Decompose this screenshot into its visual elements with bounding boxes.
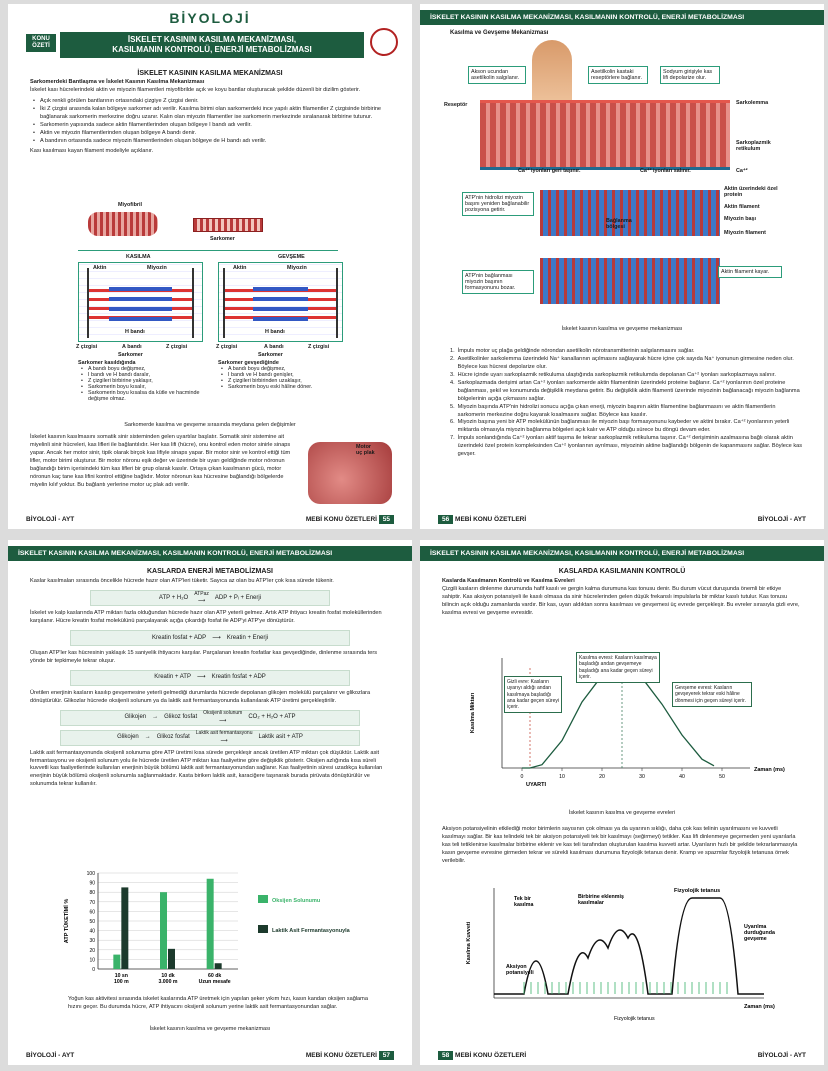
y-tick-label: 0	[92, 967, 95, 973]
bar	[215, 963, 222, 969]
legend-swatch	[258, 925, 268, 933]
callout-2: Asetilkolin kastaki reseptörlere bağlanır.	[588, 66, 648, 84]
relaxation-phase-box: Gevşeme evresi: Kasların gevşeyerek tekrar eski hâline dönmesi için geçen süreyi içerir.	[672, 682, 752, 722]
sub-title: Sarkomerdeki Bantlaşma ve İskelet Kasının Kasılma Mekanizması	[30, 79, 205, 85]
myofibril-image	[88, 212, 158, 236]
single-twitch-label: kasılma	[514, 902, 534, 908]
subject-title: BİYOLOJİ	[169, 10, 251, 26]
y-tick-label: 60	[89, 909, 95, 916]
y-tick-label: 90	[89, 880, 95, 887]
y-tick-label: 100	[86, 871, 95, 877]
x-tick-label: Uzun mesafe	[198, 979, 231, 985]
y-tick-label: 30	[89, 938, 95, 945]
y-axis-label: Kasılma Miktarı	[470, 692, 476, 734]
sarcomere-image	[193, 218, 263, 232]
footer: BİYOLOJİ - AYT MEBİ KONU ÖZETLERİ 55	[26, 516, 394, 523]
page-number: 58	[438, 1051, 453, 1060]
y-tick-label: 40	[89, 928, 95, 935]
twitch-line-chart	[462, 638, 792, 808]
legend-label: Oksijen Solunumu	[272, 898, 321, 904]
banner: İSKELET KASININ KASILMA MEKANİZMASI, KASILMANIN KONTROLÜ, ENERJİ METABOLİZMASI	[60, 32, 364, 58]
legend-swatch	[258, 895, 268, 903]
page-57: İSKELET KASININ KASILMA MEKANİZMASI, KASILMANIN KONTROLÜ, ENERJİ METABOLİZMASI KASLARDA ENERJİ METABOLİZMASI Kaslar kasılmaları sırasında öncelikle hücrede hazır olan ATP'leri tüketir. Sayıca az olan bu ATP'ler çok kısa sürede tükenir. ATP + H₂O ATPaz ⟶ ADP + Pᵢ + Enerji İskelet ve kalp kaslarında ATP miktarı fazla olduğundan hücrede hazır olan ATP yeterli gelmez. Artık ATP ihtiyacı kreatin fosfat moleküllerinden karşılanır. Hücre kreatin fosfat molekülünü parçalayarak açığa çıkardığı fosfat ile ADP'yi ATP'ye dönüştürür. Kreatin fosfat + ADP ⟶ Kreatin + Enerji Oluşan ATP'ler kas hücresinin yaklaşık 15 saniyelik ihtiyacını karşılar. Parçalanan kreatin fosfatlar kas gevşediğinde, dinlenme sırasında ters yönde bir tepkimeyle tekrar oluşur. Kreatin + ATP ⟶ Kreatin fosfat + ADP Üretilen enerjinin kasların kasılıp gevşemesine yeterli gelmediği durumlarda hücrede depolanan glikojen molekülü parçalanır ve glikozlara dönüştürülür. Glikozlar hücrede oksijenli solunum ya da laktik asit fermantasyonunda kullanılarak ATP üretimi gerçekleştirilir. Glikojen → Glikoz fosfat Oksijenli solunum ⟶ CO₂ + H₂O + ATP Glikojen → Glikoz fosfat Laktik asit fermantasyonu ⟶ Laktik asit + ATP Laktik asit fermantasyonunda oksijenli solunuma göre ATP üretimi kısa sürede gerçekleşir ancak üretilen ATP miktarı çok düşüktür. Laktik asit fermantasyonu ve oksijenli solunum yolu ile hücrede üretilen ATP miktarı kas faaliyetine göre değişiklik gösterir. Oksijen azlığında kısa süreli kuvvetli kas faaliyetlerinde kullanılan enerjinin büyük bölümü laktik asit fermantasyonundan sağlanır. Kas faaliyetinin süresi uzadıkça kullanılan enerjinin büyük bölümü oksijenli solunumla sağlanmaktadır. Kasta biriken laktik asit, karaciğere taşınarak burada pirüvata dönüştürülür ve solunumda tekrar kullanılır. ATP TÜKETİMİ % 0 10 20 30 40 50 60 70 80 90 100 10 sn 100 m 10 dk 3.000 m 60 dk Uzun mesafe Oksijen Solunumu Laktik Asit Fermantasyonuyla Yoğun kas aktivitesi sırasında iskelet kaslarında ATP üretmek için yapılan şeker yıkım hızı, kasın kandan oksijen sağlama hızını geçer. Bu durumda hücre, ATP ihtiyacını oksijenli solunum yerine laktik asit fermantasyonundan sağlar. İskelet kasının kasılma ve gevşeme mekanizması BİYOLOJİ - AYT MEBİ KONU ÖZETLERİ 57	[8, 540, 412, 1065]
y-tick-label: 10	[89, 957, 95, 964]
page-number: 57	[379, 1051, 394, 1060]
equation-kreatin-reverse: Kreatin + ATP ⟶ Kreatin fosfat + ADP	[70, 670, 350, 686]
bar	[168, 949, 175, 969]
relaxation-label: gevşeme	[744, 936, 767, 942]
x-tick-label: 0	[520, 774, 524, 780]
relaxation-label: Uyarılma	[744, 924, 767, 930]
figure-caption: İskelet kasının kasılma ve gevşeme mekanizması	[561, 326, 683, 332]
tetanus-top-label: Fizyolojik tetanus	[674, 888, 721, 894]
konu-ozeti-badge: KONU ÖZETİ	[26, 34, 56, 52]
page-58: İSKELET KASININ KASILMA MEKANİZMASI, KASILMANIN KONTROLÜ, ENERJİ METABOLİZMASI KASLARDA KASILMANIN KONTROLÜ Kaslarda Kasılmanın Kontrolü ve Kasılma Evreleri Çizgili kasların dinlenme durumunda hafif kasılı ve gergin kalma durumuna kas tonusu denir. Bu durum vücut duruşunda önemli bir etkiye sahiptir. Kas aksiyon potansiyeli ile kasılı olmasa da sinir hücrelerinden gelen düşük frekanslı impulslarla bir miktar kasılı tutulur. Kas tonusu bilincin açık olduğu zamanlarda vardır. Bir kas, uyarı aldıktan sonra kasılması ve gevşemesi üç evrede gerçekleşir. Bu evreler sırasıyla gizli evre, kasılma evresi ve gevşeme evresidir. Kasılma Miktarı 0 10 20 30 40 50 Zaman (ms) UYARTI Gizli evre: Kasların uyarıyı aldığı andan kasılmaya başladığı ana kadar geçen süreyi içerir. Kasılma evresi: Kasların kasılmaya başladığı andan gevşemeye başladığı ana kadar geçen süreyi içerir. Gevşeme evresi: Kasların gevşeyerek tekrar eski hâline dönmesi için geçen süreyi içerir. İskelet kasının kasılma ve gevşeme evreleri Aksiyon potansiyelinin etkilediği motor birimlerin sayısının çok olması ya da uyarının sıklığı, daha çok kas telinin uyarılmasını ve kuvvetli kasılmayı sağlar. Bir kas telindeki tek bir aksiyon potansiyeli tek bir kasılmayı (seğirmeyi) tetikler. Kas lifi dinlenmeye geçemeden yeni uyarılarla kas teli tetiklenirse kasılmalar birbirine eklenir ve kas teli tarafından oluşturulan kasılma kuvveti artar. Uyarıların hızlı bir şekilde tekrarlanmasıyla kasın gevşeme evresine girmeden tekrar ve sürekli kasılması durumuna fizyolojik tetanus denir. Kramp ve spazmlar fizyolojik tetanusa örnek verilebilir. Kasılma Kuvveti Zaman (ms) Tek bir kasılma Birbirine eklenmiş kasılmalar Aksiyon potansiyeli Fizyolojik tetanus Uyarılma durduğunda gevşeme Fizyolojik tetanus 58 MEBİ KONU ÖZETLERİ BİYOLOJİ - AYT	[420, 540, 824, 1065]
x-tick-label: 10	[559, 774, 565, 780]
x-tick-label: 50	[719, 774, 725, 780]
relaxation-panel: Aktin Miyozin H bandı	[218, 262, 343, 342]
step-item: 4. Sarkoplazmada derişimi artan Ca⁺² iyonları sarkomerde aktin filamentinin üzerindeki proteine bağlanır. Ca⁺² iyonlarının özel proteine bağlanması, şekil ve konumunda değişiklik meydana getirir. Bu değişiklik aktin filamenti üzerinde miyozinin bağlanacağı miyozin bağlanma bölgelerinin açığa çıkmasını sağlar.	[450, 379, 800, 402]
contraction-panel: Aktin Miyozin H bandı	[78, 262, 203, 342]
intro-text: İskelet kası hücrelerindeki aktin ve miyozin filamentleri miyofibrilde açık ve koyu bantlar oluşturacak şekilde düzenli bir dizilim gösterir.	[30, 86, 361, 93]
atp-bar-chart	[58, 865, 358, 993]
bar	[160, 892, 167, 969]
step-item: 3. Hücre içinde uyarı sarkoplazmik retikuluma ulaştığında sarkoplazmik retikulumda depolanan Ca⁺² iyonları sarkoplazmaya salınır.	[450, 371, 776, 378]
figure-caption: İskelet kasının kasılma ve gevşeme evreleri	[568, 810, 676, 816]
single-twitch-label: Tek bir	[514, 896, 531, 902]
x-tick-label: 40	[679, 774, 685, 780]
sarcomere-figure: Miyofibril Sarkomer KASILMA GEVŞEME Aktin Miyozin H bandı Aktin Miyozin H bandı Z çizgisi A bandı Z çizgisi Sarkomer Z çizgisi A bandı Z çizgisi Sarkomer Sarkomer kasıldığında • A bandı boyu değişmez, • I bandı ve H bandı daralır, • Z çizgileri birbirine yaklaşır, • Sarkomerin boyu kısalır, • Sarkomerin boyu kısalsa da kütle ve hacminde değişme olmaz. Sarkomer gevşediğinde • A bandı boyu değişmez, • I bandı ve H bandı genişler, • Z çizgileri birbirinden uzaklaşır, • Sarkomerin boyu eski hâline döner.	[58, 200, 358, 420]
section-title: KASLARDA KASILMANIN KONTROLÜ	[558, 568, 686, 575]
step-item: 7. İmpuls sonlandığında Ca⁺² iyonları aktif taşıma ile tekrar sarkoplazmik retikuluma taşınır. Ca⁺² derişiminin azalmasına bağlı olarak aktin üzerindeki özel protein kompleksinden Ca⁺² iyonlarının ayrılması, miyozinin aktine bağlandığı bölgenin de kapanmasını sağlar. Böylece kas gevşer.	[450, 435, 803, 458]
bar	[207, 879, 214, 969]
page-55: BİYOLOJİ KONU ÖZETİ İSKELET KASININ KASILMA MEKANİZMASI, KASILMANIN KONTROLÜ, ENERJİ METABOLİZMASI İSKELET KASININ KASILMA MEKANİZMASI Sarkomerdeki Bantlaşma ve İskelet Kasının Kasılma Mekanizması İskelet kası hücrelerindeki aktin ve miyozin filamentleri miyofibrilde açık ve koyu bantlar oluşturacak şekilde düzenli bir dizilim gösterir. • Açık renkli görülen bantlarının ortasındaki çizgiye Z çizgisi denir. • İki Z çizgisi arasında kalan bölgeye sarkomer adı verilir. Kasılma birimi olan sarkomerdeki ince yapılı aktin filamentler Z çizgisinde birbirine bağlanarak sarkomerin merkezine doğru uzanır. Kalın olan miyozin filamentler ise sarkomerin merkezinde sıralanarak birbirine tutunur. • Sarkomerin yapısında sadece aktin filamentlerinden oluşan bölgeye I bandı adı verilir. • Aktin ve miyozin filamentlerinden oluşan bölgeye A bandı denir. • A bandının ortasında sadece miyozin filamentlerinden oluşan bölgeye de H bandı adı verilir. Kası kasılması kayan filament modeliyle açıklanır. Miyofibril Sarkomer KASILMA GEVŞEME Aktin Miyozin H bandı Aktin Miyozin H bandı Z çizgisi A bandı Z çizgisi Sarkomer Z çizgisi A bandı Z çizgisi Sarkomer Sarkomer kasıldığında • A bandı boyu değişmez, • I bandı ve H bandı daralır, • Z çizgileri birbirine yaklaşır, • Sarkomerin boyu kısalır, • Sarkomerin boyu kısalsa da kütle ve hacminde değişme olmaz. Sarkomer gevşediğinde • A bandı boyu değişmez, • I bandı ve H bandı genişler, • Z çizgileri birbirinden uzaklaşır, • Sarkomerin boyu eski hâline döner. Sarkomerde kasılma ve gevşeme sırasında meydana gelen değişimler İskelet kasının kasılmasını somatik sinir sisteminden gelen uyartılar başlatır. Somatik sinir sistemine ait miyelinli sinir hücreleri, kas lifleri ile bağlantılıdır. Her kas lifi (hücre), onu kontrol eden motor sinirle sinaps yapar. Ancak her motor sinir, tipik olarak birçok kas lifiyle sinaps yapar. Bir motor sinir ve kontrol ettiği tüm lifler, motor birimi oluşturur. Bir motor nöronu eşik değer ve üzerinde bir uyarı geldiğinde motor nöronun bağlandığı birim içerisindeki tüm kas lifleri bir grup olarak kasılır. Ortaya çıkan kasılmanın gücü, motor nöronun kaç tane kas lifini kontrol ettiğine bağlıdır. Motor nöronun kas hücresine bağlandığı bölgelerde miyelin kılıf yoktur. Bu bağlantı yerlerine motor uç plak adı verilir. Motor uç plak BİYOLOJİ - AYT MEBİ KONU ÖZETLERİ 55	[8, 4, 412, 529]
x-tick-label: 60 dk	[208, 973, 222, 979]
actin-myosin-lower	[540, 258, 720, 304]
step-item: 2. Asetilkolinler sarkolemma üzerindeki Na⁺ kanallarının açılmasını sağlayarak hücre içine çok sayıda Na⁺ iyonunun girmesine neden olur. Böylece kas hücresi depolarize olur.	[450, 355, 794, 370]
page-number: 56	[438, 515, 453, 524]
bullet: • İki Z çizgisi arasında kalan bölgeye sarkomer adı verilir. Kasılma birimi olan sarkomerdeki ince yapılı aktin filamentler Z çizgisinde birbirine bağlanarak sarkomerin merkezine doğru uzanır. Kalın olan miyozin filamentler ise sarkomerin merkezinde sıralanarak birbirine tutunur.	[30, 106, 390, 122]
atp-binding-box: ATP'nin bağlanması miyozin başının formasyonunu bozar.	[462, 270, 534, 294]
footer: 56 MEBİ KONU ÖZETLERİ BİYOLOJİ - AYT	[438, 516, 806, 523]
x-tick-label: 10 sn	[114, 973, 128, 979]
x-tick-label: 30	[639, 774, 645, 780]
kasilma-figure: Akson ucundan asetilkolin salgılanır. Asetilkolin kastaki reseptörlere bağlanır. Sodyum girişiyle kas lifi depolarize olur. Reseptör Sarkolemma Sarkoplazmik retikulum Ca⁺² iyonları geri taşınır. Ca⁺² iyonları salınır. Ca⁺² Aktin üzerindeki özel protein Aktin filament Miyozin başı Miyozin filament Bağlanma bölgesi ATP'nin hidrolizi miyozin başını yeniden bağlanabilir pozisyona getirir. ATP'nin bağlanması miyozin başının formasyonunu bozar. Aktin filament kayar.	[460, 40, 790, 340]
summation-label: Birbirine eklenmiş	[578, 894, 624, 900]
banner: İSKELET KASININ KASILMA MEKANİZMASI, KASILMANIN KONTROLÜ, ENERJİ METABOLİZMASI	[420, 546, 824, 561]
bar	[121, 887, 128, 969]
y-axis-label: ATP TÜKETİMİ %	[64, 898, 70, 944]
y-tick-label: 70	[89, 899, 95, 906]
action-potential-label: Aksiyon	[506, 964, 527, 970]
step-item: 6. Miyozin başına yeni bir ATP molekülünün bağlanması ile miyozin başı formasyonunu kaybeder ve aktini bırakır. Ca⁺² iyonlarının yeterli miktarda olmasıyla miyozin bağlanma bölgeleri açık kalır ve ATP olduğu sürece bu döngü devam eder.	[450, 419, 790, 434]
step-item: 5. Miyozin başında ATP'nin hidrolizi sonucu açığa çıkan enerji, miyozin başının aktin filamentine bağlanmasını ve aktin filamentlerin sarkomerin merkezine doğru kayarak kısalmasını sağlar. Böylece kas kasılır.	[450, 403, 776, 418]
tetanus-figure	[460, 878, 800, 1028]
x-axis-label: Zaman (ms)	[744, 1004, 775, 1010]
contraction-phase-box: Kasılma evresi: Kasların kasılmaya başladığı andan gevşemeye başladığı ana kadar geçen süreyi içerir.	[576, 652, 660, 692]
relaxation-label: durduğunda	[744, 930, 775, 936]
bullet: • Aktin ve miyozin filamentlerinden oluşan bölgeye A bandı denir.	[30, 130, 390, 138]
bullet: • Sarkomerin yapısında sadece aktin filamentlerinden oluşan bölgeye I bandı adı verilir.	[30, 122, 390, 130]
equation-atp: ATP + H₂O ATPaz ⟶ ADP + Pᵢ + Enerji	[90, 590, 330, 606]
equation-kreatin: Kreatin fosfat + ADP ⟶ Kreatin + Enerji	[70, 630, 350, 646]
page-number: 55	[379, 515, 394, 524]
y-tick-label: 80	[89, 890, 95, 897]
figure-caption: Sarkomerde kasılma ve gevşeme sırasında meydana gelen değişimler	[124, 422, 296, 428]
force-curve	[494, 898, 767, 994]
muscle-fiber-image	[480, 100, 730, 170]
x-tick-label: 20	[599, 774, 605, 780]
atp-hydrolysis-box: ATP'nin hidrolizi miyozin başını yeniden bağlanabilir pozisyona getirir.	[462, 192, 534, 216]
x-tick-label: 3.000 m	[158, 979, 178, 985]
meb-seal-icon	[370, 28, 398, 56]
figure-title: Kasılma ve Gevşeme Mekanizması	[450, 30, 549, 36]
callout-3: Sodyum girişiyle kas lifi depolarize olur.	[660, 66, 720, 84]
footer: BİYOLOJİ - AYT MEBİ KONU ÖZETLERİ 57	[26, 1052, 394, 1059]
equation-oxygen: Glikojen → Glikoz fosfat Oksijenli solunum ⟶ CO₂ + H₂O + ATP	[60, 710, 360, 726]
callout-1: Akson ucundan asetilkolin salgılanır.	[468, 66, 526, 84]
latent-phase-box: Gizli evre: Kasların uyarıyı aldığı andan kasılmaya başladığı ana kadar geçen süreyi içerir.	[504, 676, 562, 716]
x-axis-label: Zaman (ms)	[754, 767, 785, 773]
banner: İSKELET KASININ KASILMA MEKANİZMASI, KASILMANIN KONTROLÜ, ENERJİ METABOLİZMASI	[8, 546, 412, 561]
summation-label: kasılmalar	[578, 900, 604, 906]
page-56	[420, 4, 824, 529]
section-title: İSKELET KASININ KASILMA MEKANİZMASI	[137, 70, 283, 77]
action-potential-label: potansiyeli	[506, 970, 534, 976]
section-title: KASLARDA ENERJİ METABOLİZMASI	[147, 568, 273, 575]
y-tick-label: 50	[89, 919, 95, 925]
x-tick-label: 10 dk	[161, 973, 175, 979]
bullet: • Açık renkli görülen bantlarının ortasındaki çizgiye Z çizgisi denir.	[30, 98, 390, 106]
motor-end-plate-image	[308, 442, 392, 504]
stimulus-label: UYARTI	[526, 782, 546, 788]
bullet: • A bandının ortasında sadece miyozin filamentlerinden oluşan bölgeye de H bandı adı verilir.	[30, 138, 390, 146]
bar	[113, 955, 120, 969]
model-text: Kası kasılması kayan filament modeliyle açıklanır.	[30, 147, 154, 154]
step-item: 1. İmpuls motor uç plağa geldiğinde nörondan asetilkolin nörotransmitterinin salgılanmasını sağlar.	[450, 348, 695, 354]
footer: 58 MEBİ KONU ÖZETLERİ BİYOLOJİ - AYT	[438, 1052, 806, 1059]
y-tick-label: 20	[89, 947, 95, 954]
paragraph: İskelet kasının kasılmasını somatik sinir sisteminden gelen uyartılar başlatır. Somatik sinir sistemine ait miyelinli sinir hücreleri, kas lifleri ile bağlantılıdır. Her kas lifi (hücre), onu kontrol eden motor sinirle sinaps yapar. Ancak her motor sinir, tipik olarak birçok kas lifiyle sinaps yapar. Bir motor sinir ve kontrol ettiği tüm lifler, motor birimi oluşturur. Bir motor nöronu eşik değer ve üzerinde bir uyarı geldiğinde motor nöronun bağlandığı birim içerisindeki tüm kas lifleri bir grup olarak kasılır. Ortaya çıkan kasılmanın gücü, motor nöronun kaç tane kas lifini kontrol ettiğine bağlıdır. Motor nöronun kas hücresine bağlandığı bölgelerde miyelin kılıf yoktur. Bu bağlantı yerlerine motor uç plak adı verilir.	[30, 434, 291, 488]
banner: İSKELET KASININ KASILMA MEKANİZMASI, KASILMANIN KONTROLÜ, ENERJİ METABOLİZMASI	[420, 10, 824, 25]
legend-label: Laktik Asit Fermantasyonuyla	[272, 928, 350, 934]
equation-lactic: Glikojen → Glikoz fosfat Laktik asit fermantasyonu ⟶ Laktik asit + ATP	[60, 730, 360, 746]
tetanus-bottom-label: Fizyolojik tetanus	[614, 1016, 655, 1022]
x-tick-label: 100 m	[113, 979, 129, 985]
y-axis-label: Kasılma Kuvveti	[466, 921, 472, 965]
